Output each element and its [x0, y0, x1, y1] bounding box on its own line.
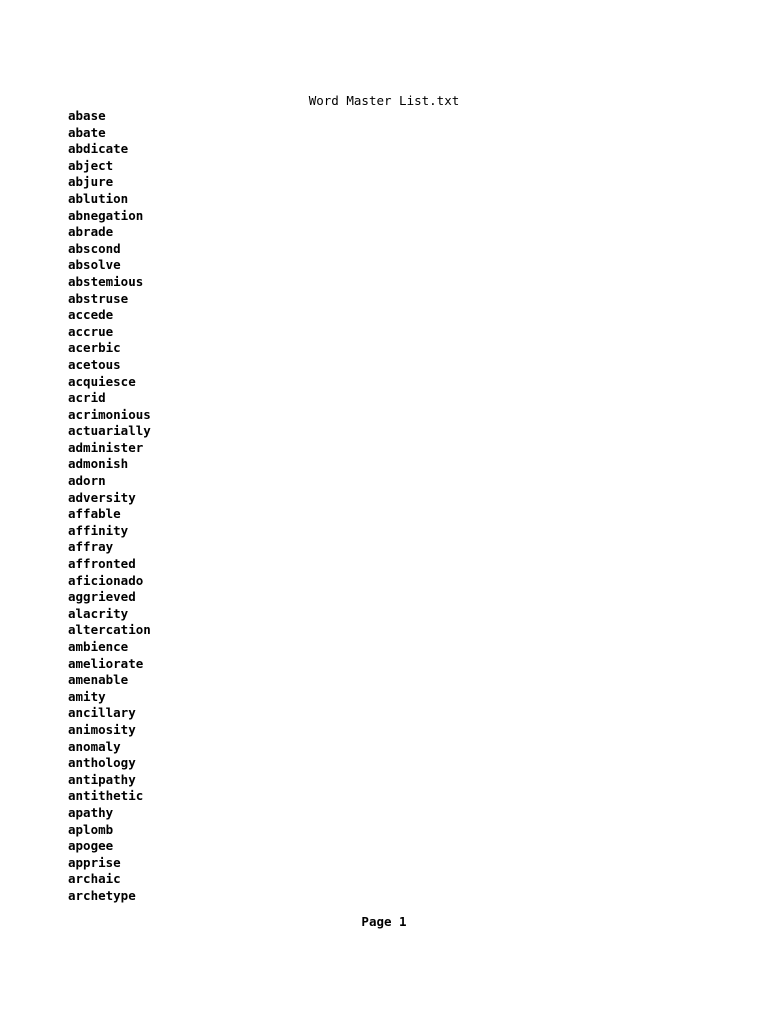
- word-list: [68, 108, 151, 905]
- word-list-item: abdicate: [68, 141, 129, 157]
- word-list-item: aplomb: [68, 821, 114, 837]
- word-list-item: adversity: [68, 489, 136, 505]
- word-list-item: actuarially: [68, 423, 151, 439]
- word-list-item: affronted: [68, 556, 136, 572]
- page-number-footer: Page 1: [361, 914, 407, 929]
- word-list-item: acetous: [68, 356, 121, 372]
- word-list-item: adorn: [68, 473, 106, 489]
- word-list-item: aggrieved: [68, 589, 136, 605]
- word-list-item: admonish: [68, 456, 129, 472]
- word-list-item: ablution: [68, 190, 129, 206]
- word-list-item: abase: [68, 108, 106, 123]
- word-list-item: accrue: [68, 323, 114, 339]
- word-list-item: antipathy: [68, 771, 136, 787]
- word-list-item: abscond: [68, 240, 121, 256]
- word-list-item: administer: [68, 439, 144, 455]
- word-list-item: abnegation: [68, 207, 144, 223]
- word-list-item: apathy: [68, 804, 114, 820]
- word-list-item: anomaly: [68, 738, 121, 754]
- word-list-item: anthology: [68, 755, 136, 771]
- word-list-item: abject: [68, 157, 114, 173]
- word-list-item: abstruse: [68, 290, 129, 306]
- word-list-item: acrimonious: [68, 406, 151, 422]
- word-list-item: abjure: [68, 174, 114, 190]
- word-list-item: absolve: [68, 257, 121, 273]
- word-list-item: amity: [68, 688, 106, 704]
- document-title: Word Master List.txt: [308, 93, 460, 108]
- word-list-item: accede: [68, 307, 114, 323]
- word-list-item: aficionado: [68, 572, 144, 588]
- word-list-item: affray: [68, 539, 114, 555]
- word-list-item: acquiesce: [68, 373, 136, 389]
- word-list-item: acerbic: [68, 340, 121, 356]
- word-list-item: apogee: [68, 838, 114, 854]
- word-list-item: affinity: [68, 522, 129, 538]
- word-list-item: ancillary: [68, 705, 136, 721]
- word-list-item: antithetic: [68, 788, 144, 804]
- word-list-item: animosity: [68, 721, 136, 737]
- word-list-item: affable: [68, 506, 121, 522]
- word-list-item: alacrity: [68, 605, 129, 621]
- word-list-item: archetype: [68, 887, 136, 903]
- word-list-item: archaic: [68, 871, 121, 887]
- word-list-item: ambience: [68, 639, 129, 654]
- word-list-item: altercation: [68, 622, 151, 638]
- word-list-item: abate: [68, 124, 106, 140]
- word-list-item: amenable: [68, 672, 129, 688]
- word-list-item: apprise: [68, 854, 121, 870]
- word-list-item: ameliorate: [68, 655, 144, 671]
- word-list-item: abstemious: [68, 273, 144, 289]
- word-list-item: acrid: [68, 390, 106, 406]
- word-list-item: abrade: [68, 224, 114, 240]
